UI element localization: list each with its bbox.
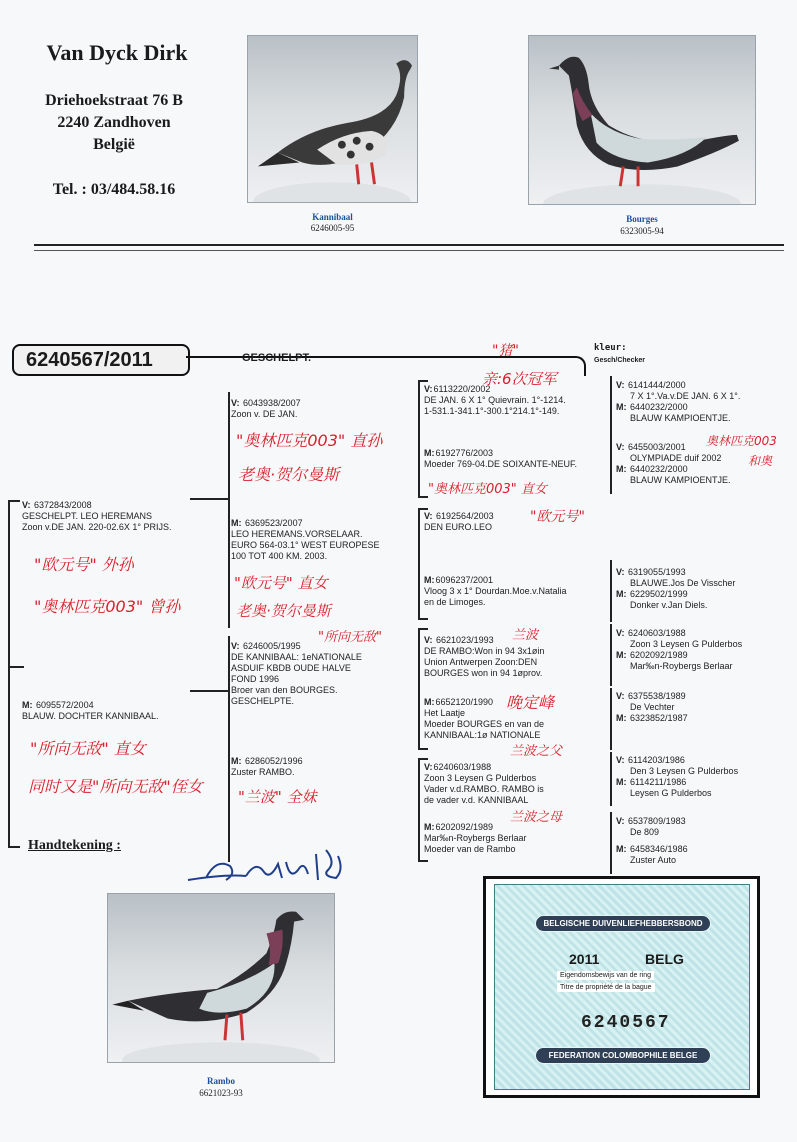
entry-line: KANNIBAAL:1ø NATIONALE [424,730,541,740]
entry-line: Vloog 3 x 1° Dourdan.Moe.v.Natalia [424,586,567,596]
handwritten-note: 兰波之母 [510,810,563,825]
handwritten-note: 老奥·贺尔曼斯 [238,465,340,484]
entry-line: Zuster Auto [630,855,677,865]
tree-connector [418,758,420,862]
ring: 6202092/1989 [435,822,494,832]
entry-line: Donker v.Jan Diels. [630,600,708,610]
dam-tag: M: [231,518,242,528]
ring-number: 6240567/2011 [26,349,153,371]
ring: 6286052/1996 [245,756,303,766]
ring: 6652120/1990 [435,697,494,707]
dam-tag: M: [22,700,33,710]
tree-connector [418,508,428,510]
photo-caption-ring: 6323005-94 [620,226,664,236]
entry-line: ASDUIF KBDB OUDE HALVE [231,663,351,673]
tree-connector [228,392,230,628]
dam-tag: M: [616,464,627,474]
ring: 6458346/1986 [630,844,688,854]
pigeon-colour: GESCHELPT. [242,352,312,364]
sire-tag: V: [424,635,433,645]
handwritten-note: 亲:6次冠军 [482,370,557,388]
entry-line: DE KANNIBAAL: 1eNATIONALE [231,652,362,662]
entry-line: De Vechter [630,702,675,712]
dam-tag: M: [616,844,627,854]
header-divider [34,244,784,246]
dam-tag: M: [616,402,627,412]
ring: 6202092/1989 [630,650,688,660]
entry-line: Mar‰n-Roybergs Berlaar [630,661,733,671]
entry-line: De 809 [630,827,660,837]
ring: 6440232/2000 [630,464,688,474]
pedigree-gen2-entry [231,398,416,420]
pedigree-gen3-entry [424,575,610,608]
certificate-line1: Eigendomsbewijs van de ring [557,971,654,980]
handwritten-note: 老奥·贺尔曼斯 [236,602,331,620]
ring: 6455003/2001 [628,442,686,452]
tree-connector [418,758,428,760]
handwritten-note: "猪" [492,343,519,359]
ring: 6141444/2000 [628,380,686,390]
rambo-photo [107,893,335,1063]
entry-line: BLAUW KAMPIOENTJE. [630,475,731,485]
pedigree-gen3-entry [424,448,610,470]
entry-line: Leysen G Pulderbos [630,788,712,798]
entry-line: BLAUWE.Jos De Visscher [630,578,736,588]
entry-line: Den 3 Leysen G Pulderbos [630,766,739,776]
sire-tag: V: [616,816,625,826]
tree-connector [418,508,420,618]
signature-scribble [186,840,356,890]
certificate-panel [494,884,750,1090]
sire-tag: V: [22,500,31,510]
ring: 6043938/2007 [243,398,301,408]
tree-connector [8,500,20,502]
entry-line: Mar‰n-Roybergs Berlaar [424,833,527,843]
handwritten-note: "奥林匹克003" 曾孙 [34,597,181,616]
entry-line: Moeder BOURGES en van de [424,719,545,729]
dam-tag: M: [424,575,435,585]
certificate-country: BELG [645,951,684,967]
pedigree-gen2-entry [231,518,416,562]
entry-line: DE JAN. 6 X 1° Quievrain. 1°-1214. [424,395,566,405]
pedigree-gen4-block [616,755,794,799]
ring: 6114211/1986 [630,777,687,787]
entry-line: DEN EURO.LEO [424,522,493,532]
breeder-country: België [93,136,135,153]
pedigree-gen2-entry [231,641,416,707]
entry-line: FOND 1996 [231,674,280,684]
sire-tag: V: [616,691,625,701]
tree-connector [418,380,420,498]
handwritten-note: "奥林匹克003" 直孙 [236,431,383,450]
ring: 6240603/1988 [433,762,492,772]
tree-connector [228,636,230,862]
tree-connector [8,846,20,848]
photo-caption-name: Rambo [206,1076,235,1086]
entry-line: Vader v.d.RAMBO. RAMBO is [424,784,544,794]
ring: 6369523/2007 [245,518,303,528]
photo-caption-ring: 6621023-93 [199,1088,243,1098]
certificate-ring: 6240567 [581,1013,671,1033]
handwritten-note: 同时又是"所向无敌"侄女 [28,777,203,796]
sire-tag: V: [616,380,625,390]
dam-tag: M: [231,756,242,766]
handwritten-note: "奥林匹克003" 直女 [428,482,547,497]
ring: 6246005/1995 [243,641,301,651]
tree-connector [610,752,612,806]
certificate-line2: Titre de propriété de la bague [557,983,655,992]
entry-line: Zoon v.DE JAN. 220-02.6X 1° PRIJS. [22,522,172,532]
tree-connector [610,560,612,622]
tree-connector [418,380,428,382]
ring: 6375538/1989 [628,691,686,701]
ring: 6537809/1983 [628,816,686,826]
sire-tag: V: [424,511,433,521]
sire-tag: V: [424,762,433,772]
ring-number-box [12,344,190,376]
pedigree-gen3-entry [424,762,610,806]
handwritten-note: "所向无敌" [318,630,382,645]
pedigree-gen4-block [616,380,794,424]
ring: 6440232/2000 [630,402,688,412]
pedigree-dam [22,700,222,722]
pedigree-gen4-block [616,691,794,724]
ring: 6114203/1986 [628,755,685,765]
dam-tag: M: [424,448,435,458]
entry-line: OLYMPIADE duif 2002 [630,453,722,463]
ring: 6240603/1988 [628,628,686,638]
ring: 6229502/1999 [630,589,688,599]
pedigree-gen3-entry [424,822,610,855]
dam-tag: M: [616,713,627,723]
entry-line: BOURGES won in 94 1øprov. [424,668,543,678]
tree-connector [8,666,24,668]
ring: 6192564/2003 [436,511,494,521]
sire-tag: V: [616,567,625,577]
tree-connector [8,500,10,848]
signature-label: Handtekening : [28,838,121,853]
ring: 6319055/1993 [628,567,686,577]
ring: 6323852/1987 [630,713,688,723]
entry-line: Broer van den BOURGES. [231,685,338,695]
kleur-value: Gesch/Checker [594,357,645,364]
certificate-top-banner: BELGISCHE DUIVENLIEFHEBBERSBOND [535,915,711,932]
entry-line: Moeder van de Rambo [424,844,516,854]
ring: 6621023/1993 [436,635,494,645]
entry-line: 100 TOT 400 KM. 2003. [231,551,328,561]
handwritten-note: "欧元号" 外孙 [34,555,134,574]
tree-connector [418,496,428,498]
tree-connector [418,628,420,750]
tree-connector [610,624,612,686]
bourges-photo [528,35,756,205]
entry-line: LEO HEREMANS.VORSELAAR. [231,529,363,539]
tree-connector [610,688,612,750]
handwritten-note: "所向无敌" 直女 [30,739,146,758]
photo-caption-name: Bourges [626,214,658,224]
breeder-phone: Tel. : 03/484.58.16 [52,181,176,198]
tree-connector [418,748,428,750]
tree-connector [190,690,228,692]
ring: 6372843/2008 [34,500,92,510]
ring: 6192776/2003 [435,448,494,458]
ring: 6095572/2004 [36,700,94,710]
entry-line: BLAUW KAMPIOENTJE. [630,413,731,423]
certificate-year: 2011 [569,951,600,967]
handwritten-note: "欧元号" 直女 [234,574,328,592]
entry-line: 7 X 1°.Va.v.DE JAN. 6 X 1°. [630,391,741,401]
kannibaal-photo [247,35,418,203]
entry-line: BLAUW. DOCHTER KANNIBAAL. [22,711,159,721]
sire-tag: V: [616,442,625,452]
handwritten-note: 晚定峰 [506,693,555,712]
pedigree-gen4-block [616,628,794,672]
handwritten-note: "兰波" 全妹 [238,788,317,806]
sire-tag: V: [424,384,433,394]
entry-line: Zoon 3 Leysen G Pulderbos [630,639,743,649]
breeder-name: Van Dyck Dirk [46,40,188,65]
entry-line: DE RAMBO:Won in 94 3x1øin [424,646,545,656]
handwritten-note: 兰波 [512,628,539,643]
photo-caption-ring: 6246005-95 [310,223,355,233]
tree-connector [610,812,612,874]
dam-tag: M: [424,697,435,707]
dam-tag: M: [616,777,627,787]
sire-tag: V: [231,641,240,651]
entry-line: Het Laatje [424,708,466,718]
tree-connector [418,860,428,862]
entry-line: en de Limoges. [424,597,486,607]
dam-tag: M: [616,589,627,599]
entry-line: de vader v.d. KANNIBAAL [424,795,529,805]
sire-tag: V: [616,628,625,638]
breeder-street: Driehoekstraat 76 B [45,92,183,109]
pedigree-gen4-block [616,567,794,611]
entry-line: Zuster RAMBO. [231,767,295,777]
pedigree-gen4-block [616,816,794,866]
entry-line: Zoon 3 Leysen G Pulderbos [424,773,537,783]
ring: 6096237/2001 [435,575,494,585]
header-divider [34,250,784,251]
sire-tag: V: [616,755,625,765]
ring: 6113220/2002 [433,384,491,394]
entry-line: GESCHELPT. LEO HEREMANS [22,511,153,521]
handwritten-note: 兰波之父 [510,744,563,759]
tree-connector [610,376,612,494]
entry-line: Moeder 769-04.DE SOIXANTE-NEUF. [424,459,578,469]
entry-line: Zoon v. DE JAN. [231,409,298,419]
entry-line: Union Antwerpen Zoon:DEN [424,657,538,667]
breeder-city: 2240 Zandhoven [57,114,171,131]
kleur-label: kleur: [594,343,627,353]
handwritten-note: 和奥 [748,454,773,468]
entry-line: 1-531.1-341.1°-300.1°214.1°-149. [424,406,560,416]
certificate-bottom-banner: FEDERATION COLOMBOPHILE BELGE [535,1047,711,1064]
tree-connector [418,618,428,620]
entry-line: GESCHELPTE. [231,696,295,706]
handwritten-note: 奥林匹克003 [706,434,777,448]
dam-tag: M: [616,650,627,660]
entry-line: EURO 564-03.1° WEST EUROPESE [231,540,380,550]
dam-tag: M: [424,822,435,832]
pedigree-gen2-entry [231,756,416,778]
tree-connector [418,628,428,630]
photo-caption-name: Kannibaal [312,212,353,222]
handwritten-note: "欧元号" [530,509,585,525]
pedigree-sire [22,500,222,533]
sire-tag: V: [231,398,240,408]
